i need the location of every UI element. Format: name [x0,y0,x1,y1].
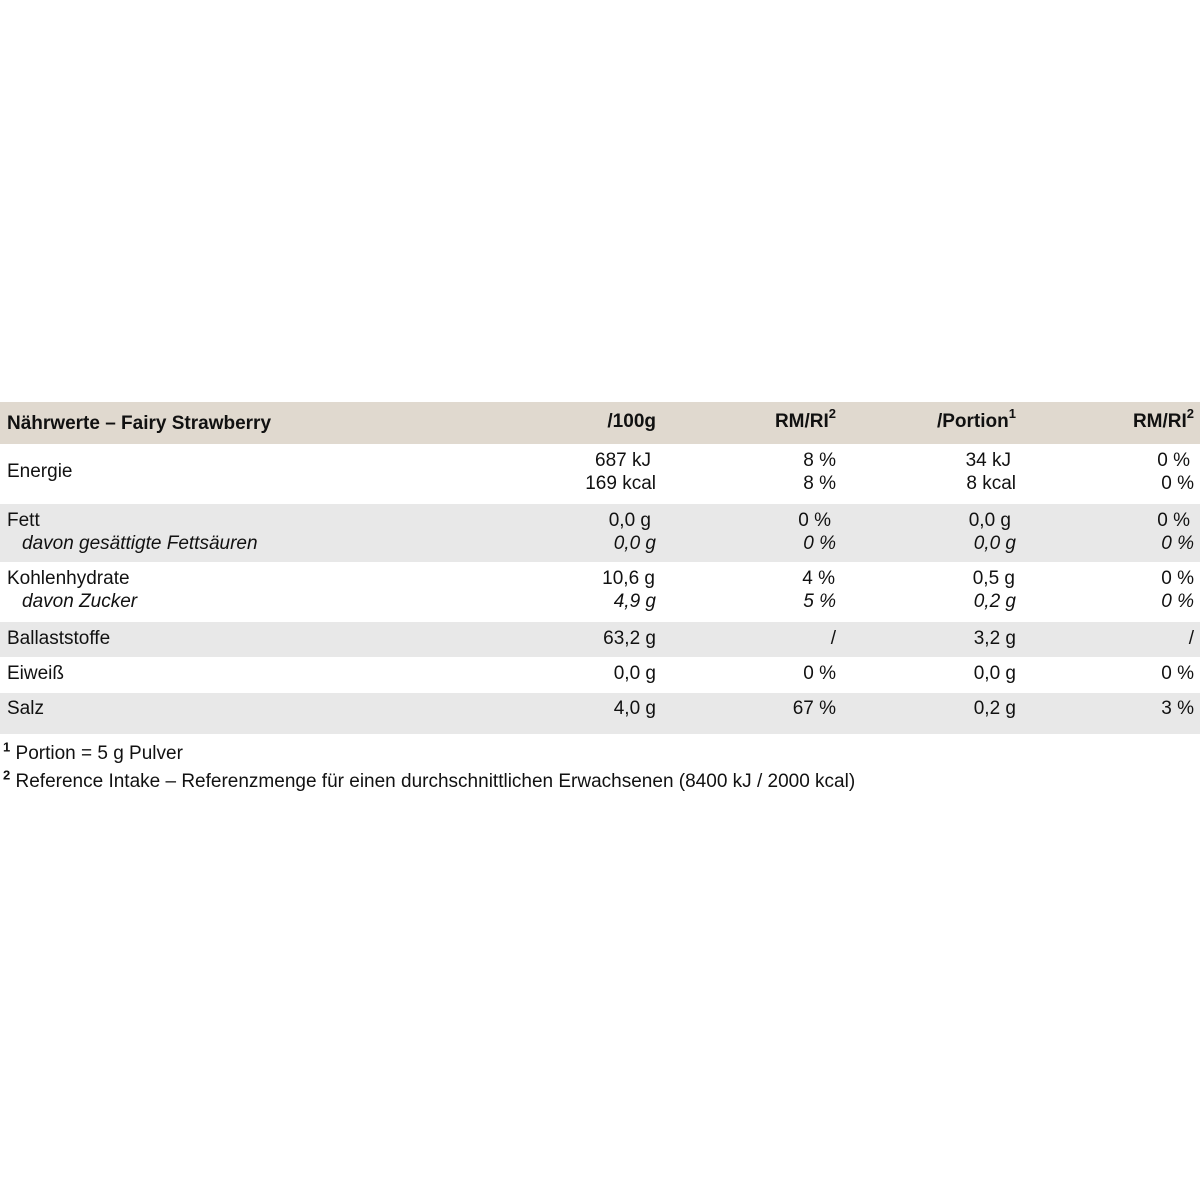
portion-value: 0,5 g 0,2 g [972,568,1016,612]
table-row-salz [0,693,1200,734]
rm-ri-portion-value: 3 % [1161,698,1194,719]
footnote-ref-1: 1 [1008,405,1016,421]
header-per100: /100g [607,411,656,432]
rm-ri-100-value: 0 % [803,663,836,684]
rm-ri-portion-value: 0 % [1161,663,1194,684]
per100-value: 4,0 g [613,698,656,719]
sub-row-label: davon gesättigte Fettsäuren [22,533,258,554]
table-row-kohlenhydrate [0,562,1200,622]
portion-value: 0,0 g 0,0 g [968,510,1016,554]
rm-ri-100-value: / [830,628,836,649]
table-row-ballaststoffe [0,622,1200,657]
rm-ri-portion-value: 0 % 0 % [1161,568,1194,612]
nutrition-table [0,402,1200,734]
portion-value: 34 kJ 8 kcal [965,450,1016,494]
header-rm-ri-100: $RM/RI^2$ [774,405,836,432]
table-row-eiweiss [0,657,1200,693]
rm-ri-portion-value: 0 % 0 % [1157,450,1194,494]
header-per-portion: /Portion$^1$ [936,405,1016,432]
row-label: Ballaststoffe [7,628,111,649]
rm-ri-100-value: 67 % [792,698,836,719]
portion-value: 0,0 g [973,663,1016,684]
per100-value: 0,0 g 0,0 g [608,510,656,554]
footnote-1: $^1$ Portion = 5 g Pulver [3,739,183,764]
rm-ri-100-value: 8 % 8 % [803,450,836,494]
per100-value: 687 kJ 169 kcal [585,450,656,494]
row-label: Kohlenhydrate davon Zucker [7,568,138,612]
rm-ri-100-value: 4 % 5 % [802,568,836,612]
row-label: Salz [7,698,44,719]
table-header [0,402,1200,444]
per100-value: 0,0 g [613,663,656,684]
row-label: Eiweiß [7,663,65,684]
footnote-ref-2: 2 [1186,405,1194,421]
table-row-fett [0,504,1200,562]
table-title: Nährwerte – Fairy Strawberry [7,413,272,434]
portion-value: 3,2 g [973,628,1016,649]
row-label: Energie [7,461,73,482]
portion-value: 0,2 g [973,698,1016,719]
per100-value: 10,6 g 4,9 g [602,568,656,612]
rm-ri-100-value: 0 % 0 % [798,510,836,554]
rm-ri-portion-value: / [1188,628,1194,649]
per100-value: 63,2 g [603,628,656,649]
row-label: Fett davon gesättigte Fettsäuren [7,510,258,554]
footnote-ref-2: 2 [828,405,836,421]
sub-row-label: davon Zucker [22,591,138,612]
rm-ri-portion-value: 0 % 0 % [1157,510,1194,554]
header-rm-ri-portion: $RM/RI^2$ [1132,405,1194,432]
footnote-2: $^2$ Reference Intake – Referenzmenge für einen durchschnittlichen Erwachsenen (8400 kJ / 2000 kcal) [3,767,856,792]
table-row-energie [0,444,1200,504]
footnotes [3,740,855,796]
